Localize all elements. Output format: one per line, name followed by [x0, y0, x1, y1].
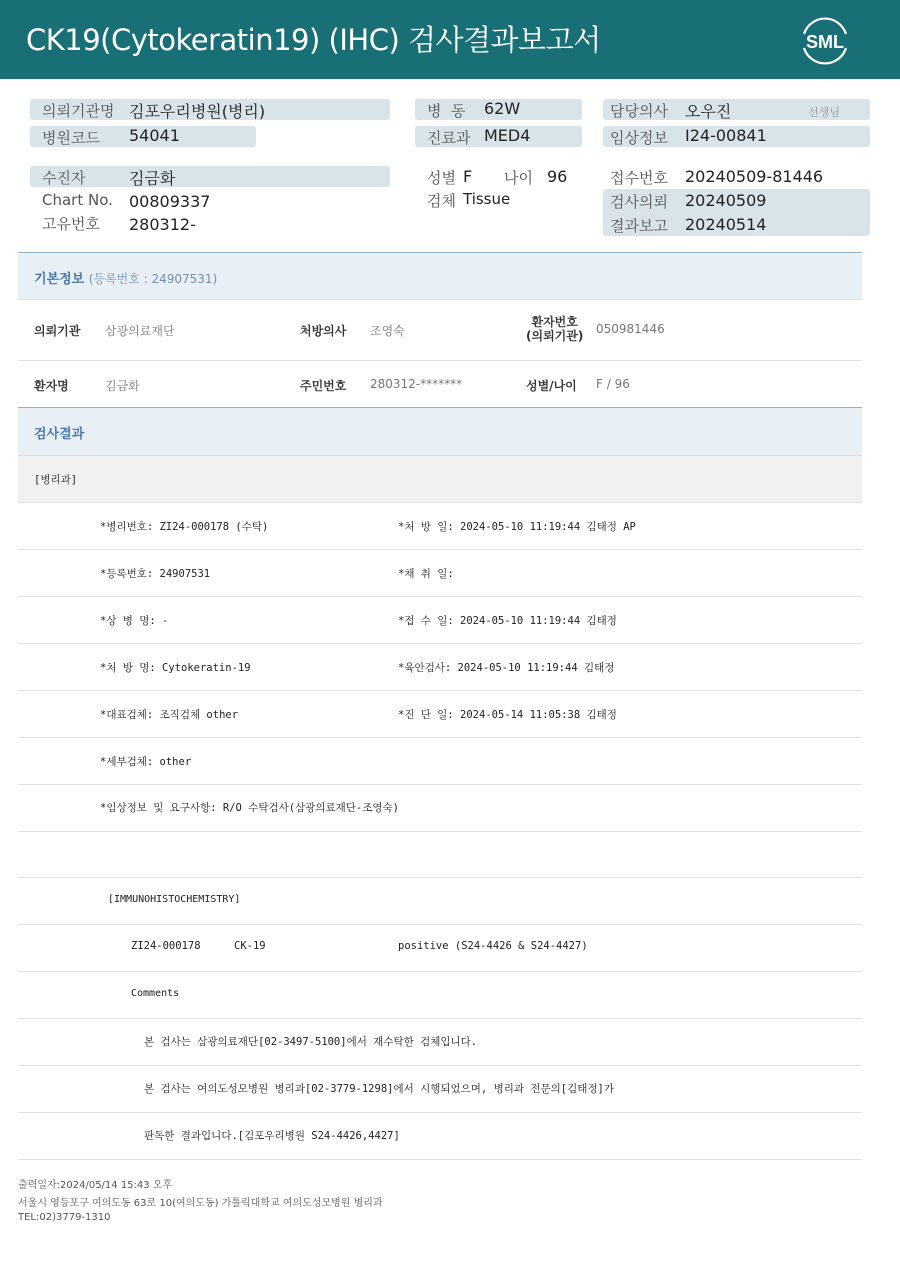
comment-row [18, 1019, 862, 1066]
presc-label: 처방의사 [300, 324, 347, 338]
result-left: *등록번호: 24907531 [100, 568, 211, 580]
sexage-value: F / 96 [596, 377, 630, 391]
result-left: *임상정보 및 요구사항: R/O 수탁검사(삼광의료재단-조영숙) [100, 802, 400, 814]
comment-line: 본 검사는 여의도성모병원 병리과[02-3779-1298]에서 시행되었으며, 병리과 전문의[김태정]가 [144, 1083, 614, 1095]
institution-value: 김포우리병원(병리) [129, 102, 266, 121]
ward-value: 62W [484, 99, 521, 118]
footer-tel: TEL:02)3779-1310 [18, 1212, 111, 1223]
clinical-label: 임상정보 [610, 129, 668, 147]
ward-label: 병 동 [427, 102, 466, 120]
result-left: *처 방 명: Cytokeratin-19 [100, 662, 251, 674]
result-row [18, 550, 862, 597]
results-title: 검사결과 [34, 427, 85, 442]
ihc-marker: CK-19 [234, 940, 266, 952]
result-right: *처 방 일: 2024-05-10 11:19:44 김태정 AP [398, 521, 636, 533]
basic-info-row-1 [18, 300, 862, 361]
pno-label-2: (의뢰기관) [526, 329, 584, 343]
age-label: 나이 [504, 169, 533, 187]
basic-info-row-2 [18, 361, 862, 408]
comment-line: 본 검사는 삼광의료재단[02-3497-5100]에서 재수탁한 검체입니다. [144, 1036, 478, 1048]
pno-value: 050981446 [596, 322, 665, 336]
result-row [18, 503, 862, 550]
receipt-label: 접수번호 [610, 169, 668, 187]
ihc-id: ZI24-000178 [131, 940, 201, 952]
receipt-value: 20240509-81446 [685, 167, 824, 186]
sex-value: F [463, 167, 473, 186]
basic-info-title-text: 기본정보 [34, 272, 85, 287]
result-right: *접 수 일: 2024-05-10 11:19:44 김태정 [398, 615, 617, 627]
basic-info-header [18, 252, 862, 300]
request-label: 검사의뢰 [610, 193, 668, 211]
pno-label [526, 315, 583, 343]
results-header [18, 408, 862, 456]
sex-label: 성별 [427, 169, 456, 187]
sml-logo [796, 12, 854, 68]
comments-label-row [18, 972, 862, 1019]
result-left: *세부검체: other [100, 756, 192, 768]
presc-value: 조영숙 [370, 324, 405, 338]
hospital-code-value: 54041 [129, 126, 180, 145]
institution-label: 의뢰기관명 [42, 102, 115, 120]
rrn-label: 주민번호 [300, 379, 347, 393]
ihc-header: [IMMUNOHISTOCHEMISTRY] [108, 894, 241, 905]
comments-label: Comments [131, 988, 180, 999]
hospital-code-label: 병원코드 [42, 129, 100, 147]
comment-line: 판독한 결과입니다.[김포우리병원 S24-4426,4427] [144, 1130, 400, 1142]
patient-value: 김금화 [129, 169, 176, 188]
dept-band [18, 456, 862, 503]
result-row [18, 691, 862, 738]
result-right: *채 취 일: [398, 568, 454, 580]
results-dept: [병리과] [34, 474, 78, 486]
basic-info-subtitle: (등록번호 : 24907531) [88, 272, 218, 286]
rrn-value: 280312-******* [370, 377, 463, 391]
pno-label-1: 환자번호 [531, 315, 578, 329]
basic-info-title [34, 268, 217, 287]
report-label: 결과보고 [610, 217, 668, 235]
comment-row [18, 1066, 862, 1113]
chart-label: Chart No. [42, 191, 113, 209]
report-header [0, 0, 900, 79]
dept-label: 진료과 [427, 129, 471, 147]
clinical-value: I24-00841 [685, 126, 767, 145]
result-right: *진 단 일: 2024-05-14 11:05:38 김태정 [398, 709, 617, 721]
sexage-label: 성별/나이 [526, 379, 577, 393]
logo-text: SML [806, 32, 844, 52]
result-row [18, 644, 862, 691]
name-label: 환자명 [34, 379, 69, 393]
result-row [18, 738, 862, 785]
result-row [18, 785, 862, 832]
inst-label: 의뢰기관 [34, 324, 81, 338]
patient-label: 수진자 [42, 169, 86, 187]
result-left: *대표검체: 조직검체 other [100, 709, 239, 721]
doctor-suffix: 선생님 [808, 106, 840, 119]
comment-row [18, 1113, 862, 1160]
request-value: 20240509 [685, 191, 767, 210]
dept-value: MED4 [484, 126, 531, 145]
result-left: *병리번호: ZI24-000178 (수탁) [100, 521, 269, 533]
report-value: 20240514 [685, 215, 767, 234]
footer-address: 서울시 영등포구 여의도동 63로 10(여의도동) 가톨릭대학교 여의도성모병원 병리과 [18, 1198, 383, 1209]
age-value: 96 [547, 167, 568, 186]
report-title: CK19(Cytokeratin19) (IHC) 검사결과보고서 [26, 23, 601, 57]
specimen-value: Tissue [463, 190, 511, 208]
result-row [18, 597, 862, 644]
unique-value: 280312- [129, 215, 196, 234]
result-right: *육안검사: 2024-05-10 11:19:44 김태정 [398, 662, 615, 674]
ihc-result: positive (S24-4426 & S24-4427) [398, 940, 588, 952]
blank-row [18, 832, 862, 878]
doctor-value: 오우진 [685, 102, 732, 121]
specimen-label: 검체 [427, 192, 456, 210]
chart-value: 00809337 [129, 192, 211, 211]
ihc-result-row [18, 925, 862, 972]
footer-printed: 출력일자:2024/05/14 15:43 오후 [18, 1180, 173, 1191]
unique-label: 고유번호 [42, 215, 100, 233]
result-left: *상 병 명: - [100, 615, 169, 627]
ihc-header-row [18, 878, 862, 925]
name-value: 김금화 [105, 379, 140, 393]
inst-value: 삼광의료재단 [105, 324, 175, 338]
doctor-label: 담당의사 [610, 102, 668, 120]
